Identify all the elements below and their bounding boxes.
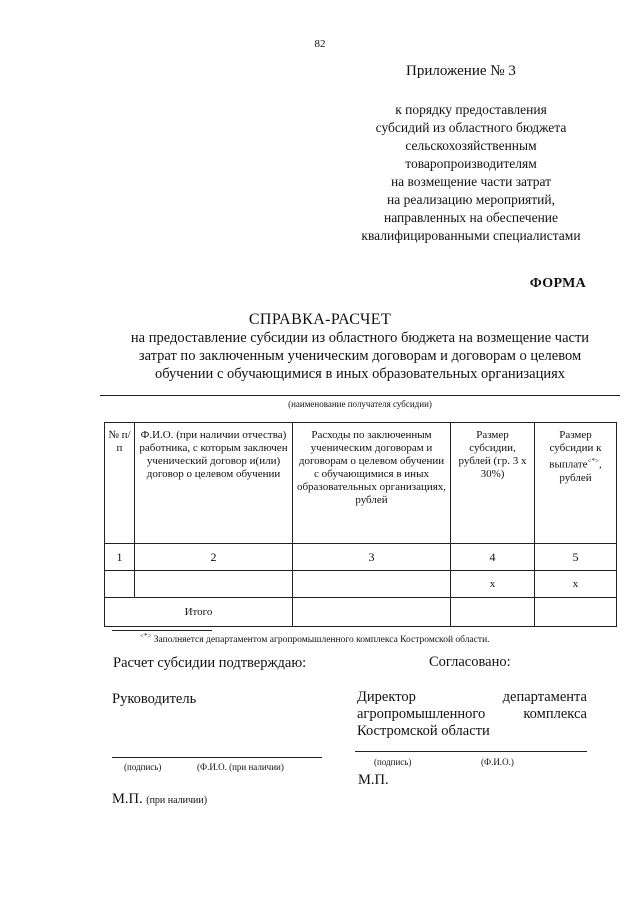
- table-total-row: [105, 598, 617, 627]
- header-payout-text: Размер субсидии к выплате: [549, 429, 602, 471]
- header-payout-unit: , рублей: [559, 458, 602, 484]
- appendix-description: [330, 101, 612, 245]
- table-cell: [135, 571, 293, 598]
- table-cell: [451, 598, 535, 627]
- subtitle-line: на предоставление субсидии из областного бюджета на возмещение части: [130, 330, 590, 346]
- head-title: Руководитель: [112, 691, 197, 707]
- table-cell: [293, 598, 451, 627]
- subtitle-line: обучении с обучающимися в иных образовательных организациях: [154, 366, 566, 382]
- footnote: [140, 632, 490, 645]
- appendix-line: на возмещение части затрат: [390, 174, 552, 189]
- director-name-caption: (Ф.И.О.): [481, 757, 514, 767]
- table-header-row: [105, 423, 617, 544]
- header-subsidy-amount: Размер субсидии, рублей (гр. 3 х 30%): [451, 423, 535, 544]
- appendix-line: товаропроизводителям: [405, 156, 537, 171]
- header-number: № п/п: [105, 423, 135, 544]
- page-number: 82: [314, 38, 326, 50]
- director-signature-line: [355, 751, 587, 752]
- table-cell: [535, 598, 617, 627]
- confirm-label: Расчет субсидии подтверждаю:: [113, 655, 307, 671]
- director-signature-caption: (подпись): [374, 757, 412, 767]
- form-label: ФОРМА: [529, 276, 586, 291]
- stamp-note: (при наличии): [146, 795, 208, 806]
- head-signature-caption: (подпись): [124, 762, 162, 772]
- table-row: [105, 571, 617, 598]
- appendix-line: к порядку предоставления: [395, 102, 547, 117]
- header-employee-name: Ф.И.О. (при наличии отчества) работника, с которым заключен ученический договор и(или) договор о целевом обучении: [135, 423, 293, 544]
- calculation-table: [104, 422, 617, 627]
- appendix-line: сельскохозяйственным: [405, 138, 537, 153]
- footnote-separator: [112, 630, 212, 631]
- director-line: агропромышленного комплекса: [357, 706, 587, 722]
- table-cell: [105, 571, 135, 598]
- appendix-line: направленных на обеспечение: [383, 210, 559, 225]
- recipient-caption: (наименование получателя субсидии): [288, 399, 432, 409]
- table-cell: 1: [105, 544, 135, 571]
- table-cell: х: [535, 571, 617, 598]
- footnote-mark: <*>: [140, 632, 152, 640]
- appendix-line: на реализацию мероприятий,: [387, 192, 555, 207]
- appendix-title: Приложение № 3: [406, 63, 516, 79]
- head-name-caption: (Ф.И.О. (при наличии): [197, 762, 284, 772]
- table-cell: 4: [451, 544, 535, 571]
- table-cell: х: [451, 571, 535, 598]
- head-stamp-place: [112, 791, 207, 808]
- table-cell: 5: [535, 544, 617, 571]
- document-subtitle: [100, 329, 620, 383]
- table-row: [105, 544, 617, 571]
- table-cell: 2: [135, 544, 293, 571]
- footnote-mark: <*>: [587, 457, 599, 465]
- footnote-text: Заполняется департаментом агропромышленного комплекса Костромской области.: [153, 635, 490, 646]
- subtitle-line: затрат по заключенным ученическим договорам и договорам о целевом: [138, 348, 582, 364]
- appendix-line: квалифицированными специалистами: [361, 228, 581, 243]
- director-line: Директор департамента: [357, 689, 587, 705]
- agreed-label: Согласовано:: [429, 654, 511, 670]
- header-expenses: Расходы по заключенным ученическим договорам и договорам о целевом обучении с обучающимися в иных образовательных организациях, рублей: [293, 423, 451, 544]
- total-label: Итого: [105, 598, 293, 627]
- table-cell: [293, 571, 451, 598]
- director-title: [357, 689, 587, 740]
- appendix-line: субсидий из областного бюджета: [375, 120, 567, 135]
- director-line: Костромской области: [357, 723, 490, 739]
- recipient-name-line: [100, 395, 620, 396]
- header-subsidy-payout: [535, 423, 617, 544]
- stamp-label: М.П.: [112, 791, 143, 807]
- document-title: СПРАВКА-РАСЧЕТ: [248, 311, 392, 328]
- director-stamp-place: М.П.: [358, 772, 389, 788]
- head-signature-line: [112, 757, 322, 758]
- table-cell: 3: [293, 544, 451, 571]
